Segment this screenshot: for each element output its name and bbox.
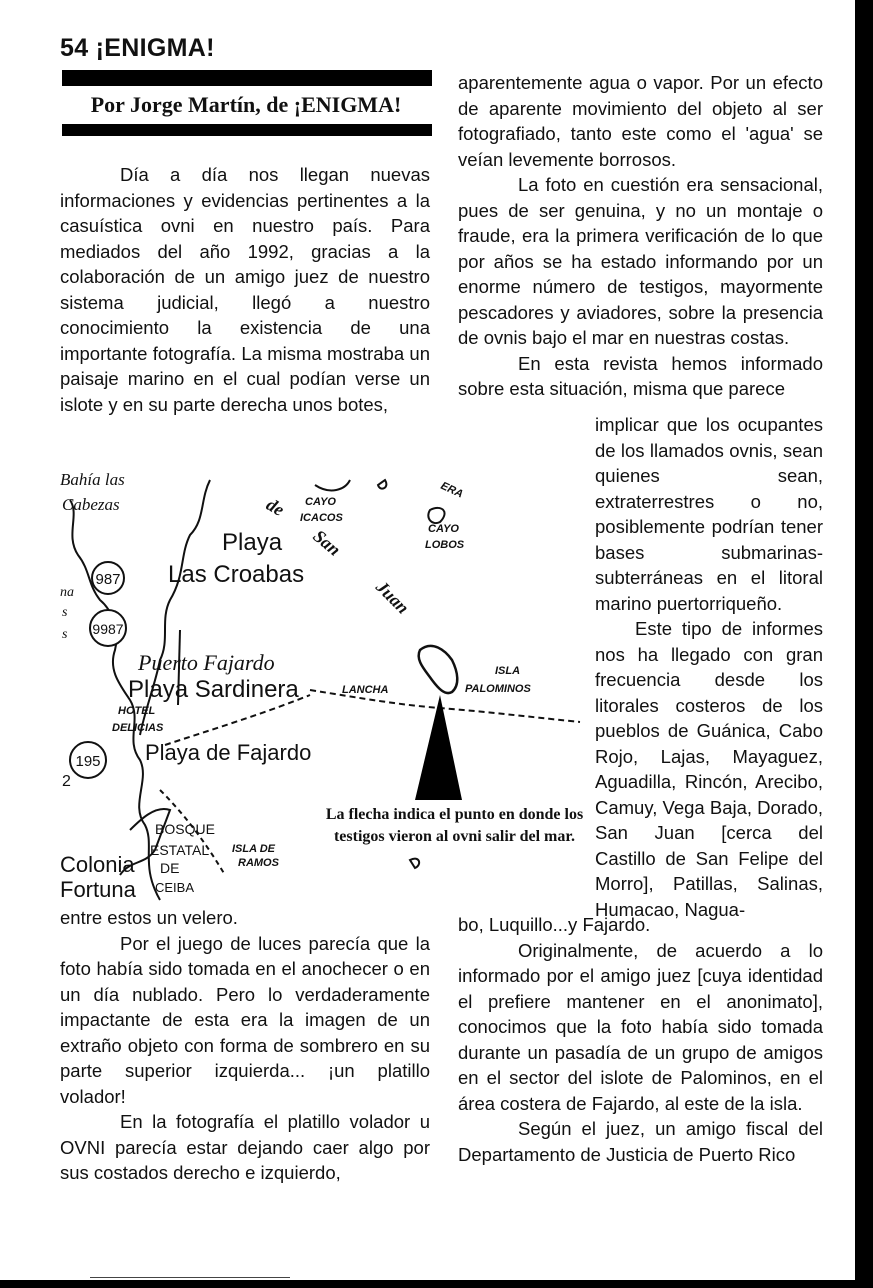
label-san: San	[309, 525, 345, 560]
label-fortuna: Fortuna	[60, 877, 136, 902]
paragraph-ovni-dropping: En la fotografía el platillo volador u OVNI parecía estar dejando caer algo por sus costados derecho e izquierdo,	[60, 1111, 430, 1183]
route-987-label: 987	[95, 571, 121, 588]
isla-ramos-shape	[410, 859, 419, 868]
route-9987-label: 9987	[92, 621, 124, 637]
label-bosque: BOSQUE	[155, 821, 215, 837]
bottom-rule	[90, 1277, 290, 1278]
label-cayo-icacos-1: CAYO	[305, 496, 336, 508]
page-header	[60, 34, 215, 63]
top-black-bar	[62, 70, 432, 86]
label-isla-de-ramos-2: RAMOS	[238, 857, 279, 869]
label-fragment-s2: s	[62, 627, 68, 642]
label-cayo-lobos-1: CAYO	[428, 523, 459, 535]
label-isla-de-ramos-1: ISLA DE	[232, 843, 275, 855]
label-hotel: HOTEL	[118, 705, 156, 717]
left-column-top	[60, 162, 430, 417]
bottom-black-bar	[62, 124, 432, 136]
label-playa: Playa	[222, 529, 283, 556]
page-number: 54	[60, 34, 89, 62]
paragraph-judge: Según el juez, un amigo fiscal del Departamento de Justicia de Puerto Rico	[458, 1118, 823, 1165]
cayo-lobos-shape	[428, 508, 444, 523]
map-caption: La flecha indica el punto en donde los testigos vieron al ovni salir del mar.	[325, 806, 584, 845]
label-estatal: ESTATAL	[150, 842, 210, 858]
paragraph-original-source: Originalmente, de acuerdo a lo informado por el amigo juez [cuya identidad el prefiere mantener en el anonimato], conocimos que la foto había sido tomada durante un pasadía de un grupo de amigos en el sector del islote de Palominos, en el área costera de Fajardo, al este de la isla.	[458, 939, 823, 1114]
label-fragment-s1: s	[62, 605, 68, 620]
label-fragment-na: na	[60, 585, 74, 600]
byline: Por Jorge Martín, de ¡ENIGMA!	[90, 92, 402, 117]
label-de: de	[263, 494, 288, 520]
label-cayo-lobos-2: LOBOS	[425, 539, 465, 551]
label-delicias: DELICIAS	[112, 722, 164, 734]
label-las-croabas: Las Croabas	[168, 561, 305, 588]
label-playa-sardinera: Playa Sardinera	[128, 676, 299, 703]
magazine-name: ¡ENIGMA!	[95, 34, 215, 62]
label-isla-palominos-1: ISLA	[495, 665, 521, 677]
right-column-bottom	[458, 912, 823, 1167]
paragraph-continuation-1: entre estos un velero.	[60, 907, 238, 928]
page-edge-right	[855, 0, 873, 1288]
label-cayo-icacos-2: ICACOS	[300, 512, 343, 524]
paragraph-continuation-2: aparentemente agua o vapor. Por un efecto de aparente movimiento del objeto al ser fotografiado, tanto este como el 'agua' se veían levemente borrosos.	[458, 72, 823, 170]
right-column-top	[458, 70, 823, 402]
label-isla-palominos-2: PALOMINOS	[465, 683, 531, 695]
small-cay-shape	[378, 480, 386, 489]
paragraph-continuation-3: implicar que los ocupantes de los llamados ovnis, sean quienes sean, extraterrestres o no, posiblemente podrían tener bases submarinas-subterráneas en el litoral marino puertorriqueño.	[595, 414, 823, 614]
label-juan: Juan	[372, 576, 414, 618]
label-playa-de-fajardo: Playa de Fajardo	[145, 740, 312, 765]
label-bahia-las: Bahía las	[60, 470, 125, 489]
label-ceiba: CEIBA	[155, 880, 195, 895]
paragraph-continuation-4: bo, Luquillo...y Fajardo.	[458, 914, 651, 935]
label-era: ERA	[438, 479, 465, 501]
route-195-label: 195	[75, 753, 101, 770]
paragraph-sensational: La foto en cuestión era sensacional, pues de ser genuina, y no un montaje o fraude, era la primera verificación de lo que por años se ha estado informando por un enorme número de testigos, mayormente pescadores y aviadores, sobre la presencia de ovnis bajo el mar en nuestras costas.	[458, 174, 823, 348]
sighting-arrow	[415, 695, 462, 800]
paragraph-magazine: En esta revista hemos informado sobre esta situación, misma que parece	[458, 352, 823, 399]
paragraph-lighting: Por el juego de luces parecía que la foto había sido tomada en el anochecer o en un día nublado. Pero lo verdaderamente impactante de esta era la imagen de un extraño objeto con forma de sombrero en su parte superior izquierda... ¡un platillo volador!	[60, 932, 430, 1107]
isla-palominos-shape	[419, 646, 458, 693]
paragraph-reports: Este tipo de informes nos ha llegado con gran frecuencia desde los litorales costeros de los pueblos de Guánica, Cabo Rojo, Lajas, Mayaguez, Aguadilla, Rincón, Arecibo, Camuy, Vega Baja, Dorado, San Juan [cerca del Castillo de San Felipe del Morro], Patillas, Salinas, Humacao, Nagua-	[595, 618, 823, 920]
label-de-ceiba: DE	[160, 860, 180, 876]
right-column-narrow	[595, 412, 823, 922]
label-colonia: Colonia	[60, 852, 135, 877]
page-edge-bottom	[0, 1280, 873, 1288]
label-fragment-2: 2	[62, 773, 71, 790]
paragraph-intro: Día a día nos llegan nuevas informaciones y evidencias pertinentes a la casuística ovni en nuestro país. Para mediados del año 1992, gracias a la colaboración de un amigo juez de nuestro sistema judicial, llegó a nuestro conocimiento la existencia de una importante fotografía. La misma mostraba un paisaje marino en el cual podían verse un islote y en su parte derecha unos botes,	[60, 164, 430, 415]
cayo-icacos-shape	[315, 480, 350, 490]
label-lancha: LANCHA	[342, 684, 389, 696]
label-puerto-fajardo: Puerto Fajardo	[138, 650, 275, 675]
left-column-bottom	[60, 905, 430, 1186]
label-cabezas: Cabezas	[62, 495, 120, 514]
